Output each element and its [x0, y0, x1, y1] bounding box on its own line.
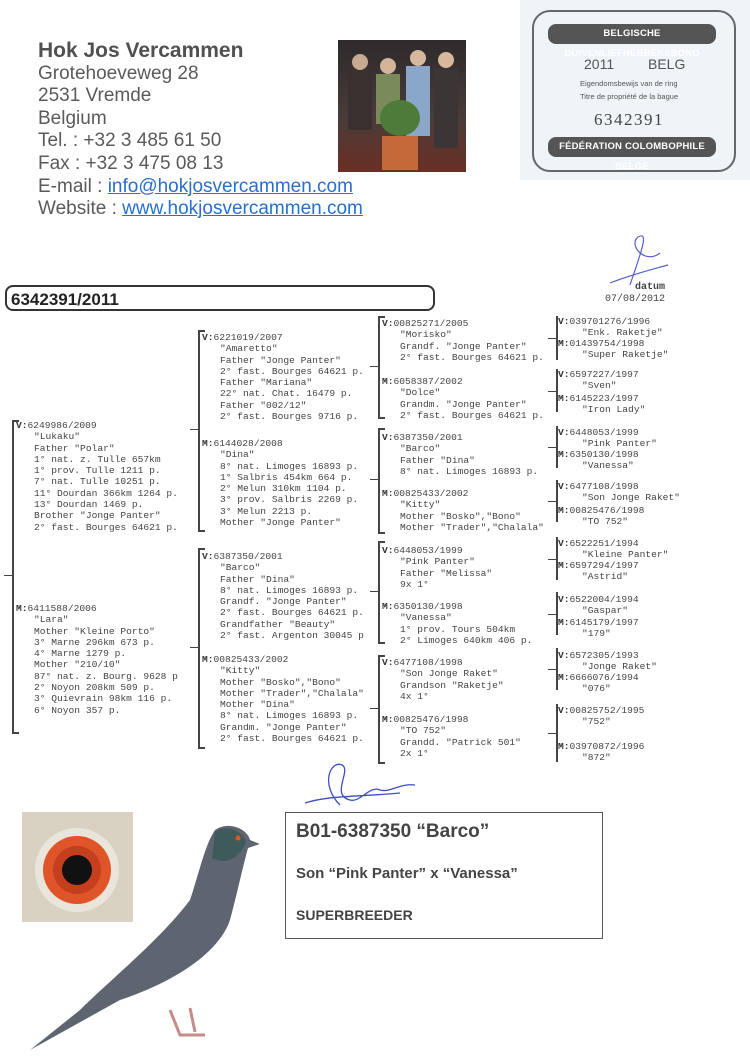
breeder-name: Hok Jos Vercammen [38, 39, 244, 62]
pedigree-connector [548, 733, 556, 734]
pedigree-bracket [378, 655, 385, 764]
pedigree-connector [190, 647, 198, 648]
entry-line: Mother "Kleine Porto" [34, 625, 155, 637]
entry-line: "Pink Panter" [400, 556, 475, 568]
ring-number: 00825476/1998 [569, 505, 645, 516]
ring-number: 6448053/1999 [393, 545, 463, 556]
entry-line: Grandd. "Patrick 501" [400, 736, 521, 748]
parent-label: M: [558, 449, 570, 460]
entry-line: Mother "Bosko","Bono" [220, 676, 341, 688]
entry-line: "Barco" [220, 562, 261, 574]
entry-line: Mother "210/10" [34, 659, 121, 671]
pedigree-connector [370, 366, 378, 367]
entry-line: "Super Raketje" [582, 349, 669, 361]
dam-entry [202, 654, 364, 744]
entry-line: Father "Dina" [220, 573, 295, 585]
street: Grotehoeveweg 28 [38, 62, 199, 84]
entry-line: Grandm. "Jonge Panter" [220, 721, 347, 733]
parent-label: V: [558, 538, 570, 549]
ring-number: 6145179/1997 [569, 617, 639, 628]
entry-line: Grandm. "Jonge Panter" [400, 398, 527, 410]
dam-entry [558, 741, 644, 764]
dam-entry [202, 438, 358, 528]
pedigree-bracket [556, 537, 558, 580]
parent-label: V: [382, 318, 394, 329]
ring-number: 6597227/1997 [569, 369, 639, 380]
parent-label: M: [382, 714, 394, 725]
entry-line: 2° Noyon 208km 509 p. [34, 682, 155, 694]
sire-entry [558, 538, 668, 561]
entry-line: 8° nat. Limoges 16893 p. [220, 584, 359, 596]
breeder-contact [38, 40, 363, 221]
pedigree-bracket [556, 648, 558, 690]
sire-entry [16, 420, 178, 533]
entry-line: "TO 752" [400, 725, 447, 737]
certificate-bottom-band: FÉDÉRATION COLOMBOPHILE BELGE [548, 137, 716, 157]
entry-line: "TO 752" [582, 516, 629, 528]
pedigree-connector [548, 669, 556, 670]
dam-entry [558, 505, 644, 528]
entry-line: "Vanessa" [582, 460, 634, 472]
entry-line: "872" [582, 752, 611, 764]
entry-line: "Gaspar" [582, 605, 629, 617]
entry-line: 8° nat. Limoges 16893 p. [220, 710, 359, 722]
sire-entry [382, 545, 492, 590]
entry-line: "179" [582, 628, 611, 640]
sire-entry [558, 705, 644, 728]
entry-line: "Lukaku" [34, 431, 81, 443]
dam-entry [382, 488, 544, 533]
pedigree-connector [548, 447, 556, 448]
ring-number: 6411588/2006 [27, 603, 97, 614]
entry-line: 3° prov. Salbris 2269 p. [220, 494, 359, 506]
entry-line: "Sven" [582, 380, 617, 392]
parent-label: M: [16, 603, 28, 614]
entry-line: Grandfather "Beauty" [220, 618, 336, 630]
entry-line: "Son Jonge Raket" [582, 492, 680, 504]
pedigree-bracket [556, 480, 558, 522]
email-label: E-mail : [38, 175, 108, 197]
entry-line: Father "Mariana" [220, 377, 313, 389]
certificate-line2: Titre de propriété de la bague [580, 92, 679, 101]
entry-line: 4° Marne 1279 p. [34, 648, 127, 660]
certificate-country: BELG [648, 56, 686, 72]
sire-entry [558, 650, 657, 673]
entry-line: "Amaretto" [220, 343, 278, 355]
entry-line: 11° Dourdan 366km 1264 p. [34, 487, 178, 499]
dam-entry [382, 714, 521, 759]
pedigree-connector [370, 591, 378, 592]
entry-line: Father "Melissa" [400, 567, 493, 579]
pedigree-connector [190, 429, 198, 430]
pedigree-bracket [556, 316, 558, 360]
entry-line: "Morisko" [400, 329, 452, 341]
parent-label: V: [558, 316, 570, 327]
entry-line: Mother "Trader","Chalala" [220, 687, 364, 699]
featured-ring-name: B01-6387350 “Barco” [296, 821, 490, 842]
parent-label: V: [16, 420, 28, 431]
entry-line: "076" [582, 683, 611, 695]
ring-number: 00825752/1995 [569, 705, 645, 716]
dam-entry [382, 601, 532, 646]
pedigree-bracket [556, 592, 558, 635]
sire-entry [558, 481, 680, 504]
entry-line: "Pink Panter" [582, 438, 657, 450]
entry-line: 2° fast. Bourges 64621 p. [220, 607, 364, 619]
entry-line: "Barco" [400, 443, 441, 455]
entry-line: 7° nat. Tulle 10251 p. [34, 476, 161, 488]
dam-entry [558, 338, 668, 361]
entry-line: 2° Limoges 640km 406 p. [400, 634, 533, 646]
entry-line: 1° prov. Tours 504km [400, 623, 516, 635]
ring-number: 6477108/1998 [393, 657, 463, 668]
parent-label: M: [558, 617, 570, 628]
ring-certificate [520, 0, 750, 180]
ring-number: 6058387/2002 [393, 376, 463, 387]
entry-line: 87° nat. z. Bourg. 9628 p [34, 670, 178, 682]
certificate-top-band: BELGISCHE DUIVENLIEFHEBBERSBOND [548, 24, 716, 44]
parent-label: V: [558, 369, 570, 380]
datum-label: datum [635, 282, 666, 293]
country: Belgium [38, 107, 107, 129]
ring-number: 01439754/1998 [569, 338, 645, 349]
datum [605, 282, 665, 306]
featured-parents: Son “Pink Panter” x “Vanessa” [296, 865, 518, 882]
sire-entry [202, 332, 364, 422]
parent-label: V: [558, 594, 570, 605]
dam-entry [558, 449, 639, 472]
entry-line: "Jonge Raket" [582, 661, 657, 673]
ring-number: 6572305/1993 [569, 650, 639, 661]
parent-label: M: [382, 376, 394, 387]
ring-number: 6350130/1998 [569, 449, 639, 460]
pedigree-connector [548, 614, 556, 615]
pedigree-bracket [378, 316, 385, 419]
parent-label: V: [382, 545, 394, 556]
ring-number: 6448053/1999 [569, 427, 639, 438]
telephone: Tel. : +32 3 485 61 50 [38, 130, 222, 152]
ring-number: 00825271/2005 [393, 318, 469, 329]
entry-line: 9x 1° [400, 578, 429, 590]
city: 2531 Vremde [38, 85, 152, 107]
entry-line: Father "Polar" [34, 442, 115, 454]
pedigree-bracket [378, 541, 385, 644]
parent-label: V: [382, 657, 394, 668]
entry-line: Brother "Jonge Panter" [34, 510, 161, 522]
dam-entry [558, 560, 639, 583]
website-label: Website : [38, 198, 123, 220]
ring-number: 00825433/2002 [213, 654, 289, 665]
entry-line: "Enk. Raketje" [582, 327, 663, 339]
sire-entry [558, 594, 639, 617]
entry-line: "Dina" [220, 449, 255, 461]
ring-number: 6145223/1997 [569, 393, 639, 404]
parent-label: M: [202, 654, 214, 665]
ring-number: 6249986/2009 [27, 420, 97, 431]
sire-entry [558, 369, 639, 392]
ring-number: 6522251/1994 [569, 538, 639, 549]
ring-number: 6350130/1998 [393, 601, 463, 612]
parent-label: V: [558, 650, 570, 661]
ring-number: 6597294/1997 [569, 560, 639, 571]
sire-entry [382, 657, 504, 702]
entry-line: "Son Jonge Raket" [400, 668, 498, 680]
entry-line: Father "Jonge Panter" [220, 354, 341, 366]
breeder-photo [338, 40, 466, 172]
signature-icon [300, 755, 420, 810]
parent-label: M: [558, 505, 570, 516]
entry-line: Mother "Bosko","Bono" [400, 510, 521, 522]
entry-line: Father "002/12" [220, 399, 307, 411]
entry-line: Mother "Dina" [220, 699, 295, 711]
website-link[interactable]: www.hokjosvercammen.com [122, 198, 363, 220]
entry-line: 1° prov. Tulle 1211 p. [34, 465, 161, 477]
sire-entry [558, 316, 663, 339]
ring-number: 6477108/1998 [569, 481, 639, 492]
ring-number: 6387350/2001 [213, 551, 283, 562]
parent-label: M: [558, 393, 570, 404]
pedigree-title: 6342391/2011 [5, 285, 435, 311]
parent-label: M: [202, 438, 214, 449]
dam-entry [558, 393, 645, 416]
entry-line: 1° nat. z. Tulle 657km [34, 453, 161, 465]
ring-number: 6666076/1994 [569, 672, 639, 683]
parent-label: M: [558, 338, 570, 349]
entry-line: 2° fast. Bourges 64621 p. [220, 733, 364, 745]
email-link[interactable]: info@hokjosvercammen.com [107, 175, 353, 197]
dam-entry [16, 603, 178, 716]
parent-label: V: [382, 432, 394, 443]
parent-label: V: [558, 481, 570, 492]
entry-line: 3° Marne 296km 673 p. [34, 636, 155, 648]
pedigree-connector [548, 501, 556, 502]
parent-label: M: [558, 672, 570, 683]
parent-label: M: [558, 560, 570, 571]
entry-line: 22° nat. Chat. 16479 p. [220, 388, 353, 400]
dam-entry [558, 617, 639, 640]
entry-line: "Kitty" [220, 665, 261, 677]
fax: Fax : +32 3 475 08 13 [38, 152, 224, 174]
entry-line: "Kitty" [400, 499, 441, 511]
pedigree-connector [548, 559, 556, 560]
entry-line: 13° Dourdan 1469 p. [34, 499, 144, 511]
sire-entry [202, 551, 364, 641]
entry-line: 2° fast. Bourges 64621 p. [34, 521, 178, 533]
ring-number: 6522004/1994 [569, 594, 639, 605]
entry-line: "Kleine Panter" [582, 549, 669, 561]
entry-line: 2° fast. Argenton 30045 p [220, 630, 364, 642]
entry-line: 6° Noyon 357 p. [34, 704, 121, 716]
entry-line: 1° Salbris 454km 664 p. [220, 471, 353, 483]
parent-label: V: [202, 551, 214, 562]
entry-line: "Dolce" [400, 387, 441, 399]
ring-number: 00825476/1998 [393, 714, 469, 725]
entry-line: 2° Melun 310km 1104 p. [220, 483, 347, 495]
parent-label: V: [202, 332, 214, 343]
pigeon-icon [20, 810, 270, 1050]
entry-line: 2° fast. Bourges 64621 p. [400, 351, 544, 363]
dam-entry [558, 672, 639, 695]
sire-entry [382, 318, 544, 363]
certificate-line1: Eigendomsbewijs van de ring [580, 79, 678, 88]
sire-entry [558, 427, 657, 450]
ring-number: 03970872/1996 [569, 741, 645, 752]
people-photo-icon [338, 40, 466, 172]
dam-entry [382, 376, 544, 421]
pedigree-bracket [556, 426, 558, 468]
certificate-year: 2011 [584, 56, 615, 72]
ring-number: 6144028/2008 [213, 438, 283, 449]
parent-label: M: [558, 741, 570, 752]
entry-line: 2° fast. Bourges 64621 p. [400, 409, 544, 421]
entry-line: Grandf. "Jonge Panter" [220, 596, 347, 608]
pedigree-bracket [198, 548, 205, 749]
parent-label: M: [382, 488, 394, 499]
entry-line: 3° Melun 2213 p. [220, 505, 313, 517]
parent-label: V: [558, 705, 570, 716]
entry-line: Mother "Trader","Chalala" [400, 521, 544, 533]
parent-label: V: [558, 427, 570, 438]
parent-label: M: [382, 601, 394, 612]
pedigree-connector [4, 575, 12, 576]
entry-line: Grandson "Raketje" [400, 679, 504, 691]
entry-line: "Vanessa" [400, 612, 452, 624]
entry-line: 8° nat. Limoges 16893 p. [400, 465, 539, 477]
entry-line: Mother "Jonge Panter" [220, 517, 341, 529]
ring-number: 6387350/2001 [393, 432, 463, 443]
entry-line: Grandf. "Jonge Panter" [400, 340, 527, 352]
ring-number: 6221019/2007 [213, 332, 283, 343]
entry-line: Father "Dina" [400, 454, 475, 466]
entry-line: "752" [582, 716, 611, 728]
entry-line: 8° nat. Limoges 16893 p. [220, 460, 359, 472]
entry-line: 4x 1° [400, 690, 429, 702]
pedigree-bracket [198, 330, 205, 532]
featured-tag: SUPERBREEDER [296, 907, 413, 923]
entry-line: 2° fast. Bourges 64621 p. [220, 365, 364, 377]
entry-line: "Iron Lady" [582, 404, 646, 416]
pedigree-bracket [12, 420, 19, 734]
pedigree-connector [548, 391, 556, 392]
pedigree-connector [370, 479, 378, 480]
pedigree-connector [548, 338, 556, 339]
pedigree-bracket [378, 428, 385, 534]
entry-line: 3° Quievrain 98km 116 p. [34, 693, 173, 705]
entry-line: 2x 1° [400, 747, 429, 759]
pedigree-bracket [556, 704, 558, 762]
pedigree-connector [370, 708, 378, 709]
entry-line: "Astrid" [582, 571, 629, 583]
pedigree-bracket [556, 369, 558, 412]
featured-pigeon-box [285, 812, 603, 939]
certificate-number: 6342391 [594, 110, 664, 129]
ring-number: 039701276/1996 [569, 316, 651, 327]
entry-line: 2° fast. Bourges 9716 p. [220, 411, 359, 423]
datum-date: 07/08/2012 [605, 294, 666, 305]
entry-line: "Lara" [34, 614, 69, 626]
ring-number: 00825433/2002 [393, 488, 469, 499]
sire-entry [382, 432, 538, 477]
